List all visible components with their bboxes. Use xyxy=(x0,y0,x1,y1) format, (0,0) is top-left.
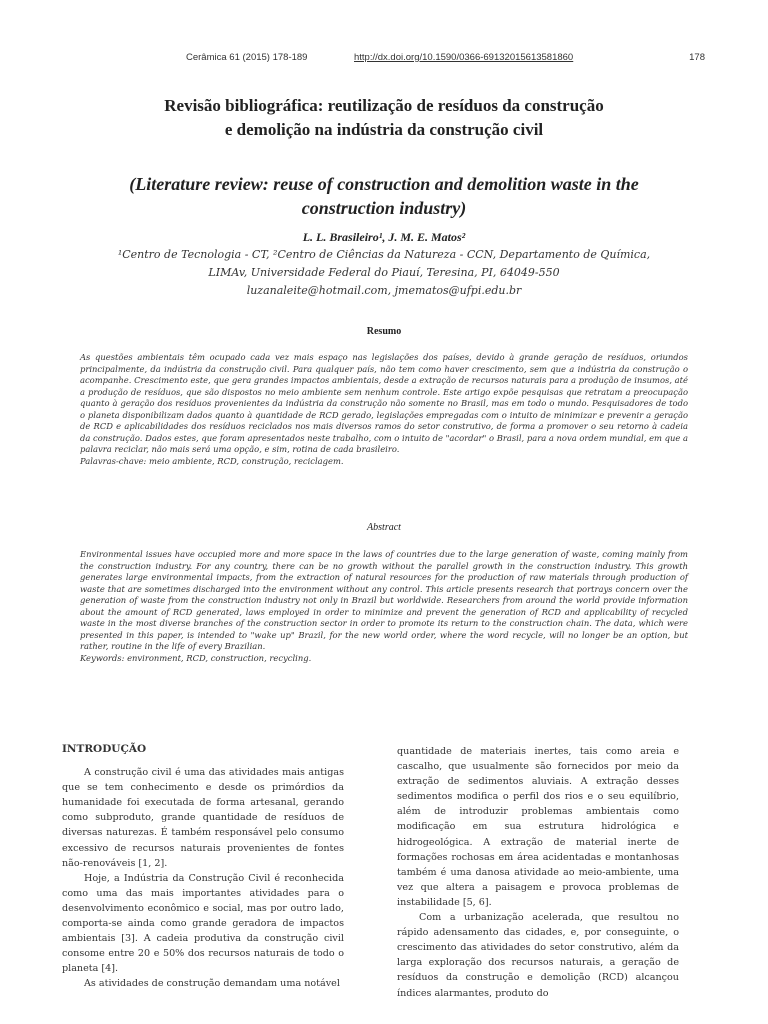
intro-paragraph: Com a urbanização acelerada, que resultou no rápido adensamento das cidades, e, por conseguinte, o crescimento das atividades do setor construtivo, além da larga exploração dos recursos naturais, a geração de resíduos da construção e demolição (RCD) alcançou índices alarmantes, produto do xyxy=(397,912,679,999)
doi-link[interactable]: http://dx.doi.org/10.1590/0366-69132015613581860 xyxy=(354,52,574,63)
resumo-block xyxy=(80,352,688,467)
title-en-line: construction industry) xyxy=(301,198,467,218)
affiliation-line: LIMAv, Universidade Federal do Piauí, Teresina, PI, 64049-550 xyxy=(208,266,560,279)
author-emails: luzanaleite@hotmail.com, jmematos@ufpi.edu.br xyxy=(246,284,522,297)
article-title xyxy=(60,94,708,142)
affiliation-line: ¹Centro de Tecnologia - CT, ²Centro de Ciências da Natureza - CCN, Departamento de Química, xyxy=(117,248,651,261)
authors: L. L. Brasileiro¹, J. M. E. Matos² xyxy=(302,230,466,244)
title-line: e demolição na indústria da construção civil xyxy=(224,120,544,139)
abstract-keywords: Keywords: environment, RCD, construction, recycling. xyxy=(80,652,312,663)
left-column xyxy=(62,742,344,992)
journal-citation: Cerâmica 61 (2015) 178-189 xyxy=(186,52,308,63)
title-line: Revisão bibliográfica: reutilização de resíduos da construção xyxy=(164,96,604,115)
intro-paragraph: Hoje, a Indústria da Construção Civil é reconhecida como uma das mais importantes atividades para o desenvolvimento econômico e social, mas por outro lado, comporta-se ainda como grande geradora de impactos ambientais [3]. A cadeia produtiva da construção civil consome entre 20 e 50% dos recursos naturais de todo o planeta [4]. xyxy=(62,872,344,975)
abstract-block xyxy=(80,549,688,664)
resumo-text: As questões ambientais têm ocupado cada vez mais espaço nas legislações dos países, devido à grande geração de resíduos, oriundos principalmente, da indústria da construção civil. Para qualquer país, não tem como haver crescimento, sem que a indústria da construção o acompanhe. Crescimento este, que gera grandes impactos ambientais, desde a extração de recursos naturais para a produção de insumos, até a produção de resíduos, que são dispostos no meio ambiente sem nenhum controle. Este artigo expõe pesquisas que retratam a preocupação quanto à geração dos resíduos provenientes da indústria da construção não somente no Brasil, mas em todo o mundo. Pesquisadores de todo o planeta disponibilizam dados quanto à quantidade de RCD gerado, legislações empregadas com o intuito de minimizar e prevenir a geração de RCD e aplicabilidades dos resíduos reciclados nos mais diversos ramos do setor construtivo, de forma a promover o seu retorno à cadeia da construção. Dados estes, que foram apresentados neste trabalho, com o intuito de "acordar" o Brasil, para a nova ordem mundial, em que a palavra reciclar, não mais será uma opção, e sim, rotina de cada brasileiro. xyxy=(80,352,689,454)
right-column xyxy=(397,744,679,1001)
intro-paragraph: As atividades de construção demandam uma notável xyxy=(84,978,340,990)
intro-paragraph-continued: quantidade de materiais inertes, tais como areia e cascalho, que usualmente são fornecidos por meio da extração de sedimentos aluviais. A extração desses sedimentos modifica o perfil dos rios e o seu equilíbrio, além de introduzir problemas ambientais como modificação em sua estrutura hidrológica e hidrogeológica. A extração de material inerte de formações rochosas em área acidentadas e montanhosas também é uma danosa atividade ao meio-ambiente, uma vez que altera a paisagem e provoca problemas de instabilidade [5, 6]. xyxy=(397,746,679,908)
resumo-heading: Resumo xyxy=(366,326,402,337)
title-en-line: (Literature review: reuse of construction and demolition waste in the xyxy=(129,174,639,194)
abstract-heading: Abstract xyxy=(367,522,401,533)
running-header xyxy=(0,52,768,66)
intro-paragraph: A construção civil é uma das atividades mais antigas que se tem conhecimento e desde os primórdios da humanidade foi executada de forma artesanal, gerando como subproduto, grande quantidade de resíduos de diversas naturezas. É também responsável pelo consumo excessivo de recursos naturais provenientes de fontes não-renováveis [1, 2]. xyxy=(62,767,344,869)
resumo-keywords: Palavras-chave: meio ambiente, RCD, construção, reciclagem. xyxy=(80,455,344,466)
page-number: 178 xyxy=(689,52,705,63)
article-title-english xyxy=(60,172,708,220)
intro-heading: INTRODUÇÃO xyxy=(62,743,147,755)
abstract-text: Environmental issues have occupied more and more space in the laws of countries due to the large generation of waste, coming mainly from the construction industry. For any country, there can be no growth without the parallel growth in the construction industry. This growth generates large environmental impacts, from the extraction of natural resources for the production of raw materials through production of waste that are sometimes discharged into the environment without any control. This article presents research that portrays concern over the generation of waste from the construction industry not only in Brazil but worldwide. Researchers from around the world provide information about the amount of RCD generated, laws employed in order to minimize and prevent the generation of RCD and applicability of recycled waste in the most diverse branches of the construction sector in order to promote its return to the construction chain. The data, which were presented in this paper, is intended to "wake up" Brazil, for the new world order, where the word recycle, will no longer be an option, but rather, routine in the life of every Brazilian. xyxy=(80,549,688,651)
